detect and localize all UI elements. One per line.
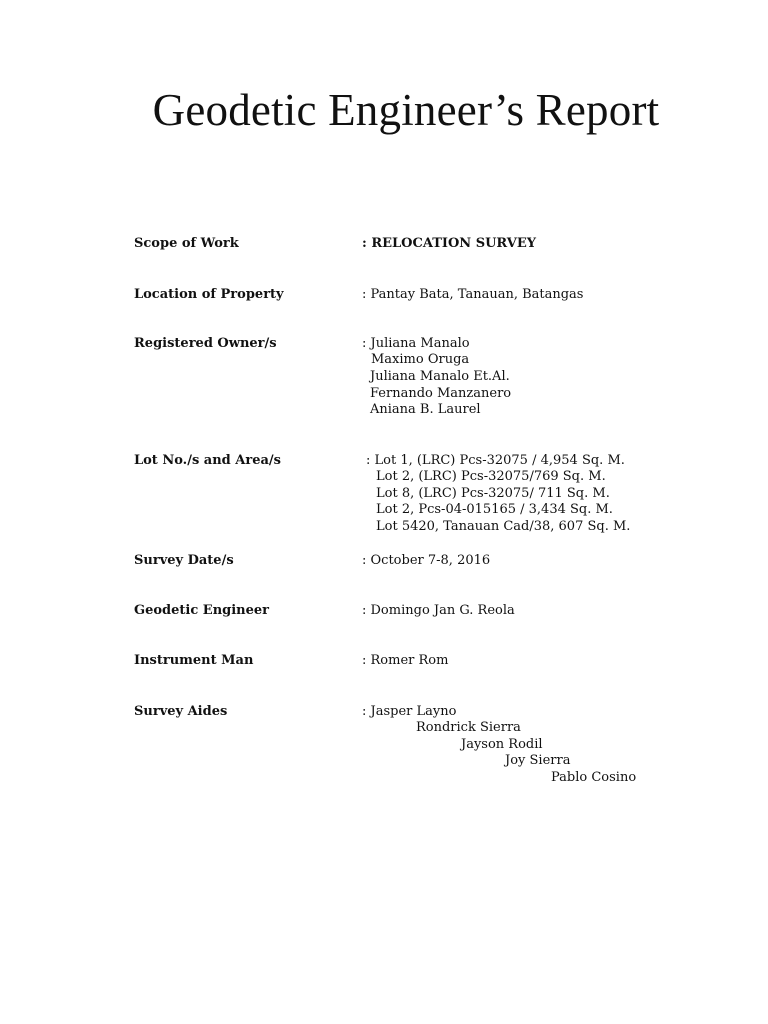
geodetic-engineer-value: : Domingo Jan G. Reola xyxy=(362,603,515,618)
aide-item: Jayson Rodil xyxy=(461,737,543,752)
report-title: Geodetic Engineer’s Report xyxy=(152,85,660,135)
instrument-man-label: Instrument Man xyxy=(134,653,254,668)
scope-of-work-label: Scope of Work xyxy=(134,236,239,251)
location-value: : Pantay Bata, Tanauan, Batangas xyxy=(362,287,584,302)
lot-item: : Lot 1, (LRC) Pcs-32075 / 4,954 Sq. M. xyxy=(366,453,625,468)
owner-item: : Juliana Manalo xyxy=(362,336,470,351)
owner-item: Fernando Manzanero xyxy=(370,386,512,401)
survey-dates-value: : October 7-8, 2016 xyxy=(362,553,491,568)
scope-of-work-value: : RELOCATION SURVEY xyxy=(362,236,537,251)
owner-item: Aniana B. Laurel xyxy=(370,402,481,417)
lots-label: Lot No./s and Area/s xyxy=(134,453,281,468)
survey-aides-label: Survey Aides xyxy=(134,704,228,719)
survey-dates-label: Survey Date/s xyxy=(134,553,234,568)
registered-owners-label: Registered Owner/s xyxy=(134,336,277,351)
aide-item: Pablo Cosino xyxy=(551,770,637,785)
lot-item: Lot 2, Pcs-04-015165 / 3,434 Sq. M. xyxy=(376,502,613,517)
owner-item: Maximo Oruga xyxy=(371,352,470,367)
lot-item: Lot 2, (LRC) Pcs-32075/769 Sq. M. xyxy=(376,469,606,484)
lot-item: Lot 5420, Tanauan Cad/38, 607 Sq. M. xyxy=(376,519,631,534)
geodetic-engineer-label: Geodetic Engineer xyxy=(134,603,270,618)
aide-item: Rondrick Sierra xyxy=(416,720,521,735)
instrument-man-value: : Romer Rom xyxy=(362,653,449,668)
aide-item: Joy Sierra xyxy=(505,753,571,768)
location-label: Location of Property xyxy=(134,287,284,302)
aide-item: : Jasper Layno xyxy=(362,704,457,719)
lot-item: Lot 8, (LRC) Pcs-32075/ 711 Sq. M. xyxy=(376,486,610,501)
owner-item: Juliana Manalo Et.Al. xyxy=(370,369,510,384)
